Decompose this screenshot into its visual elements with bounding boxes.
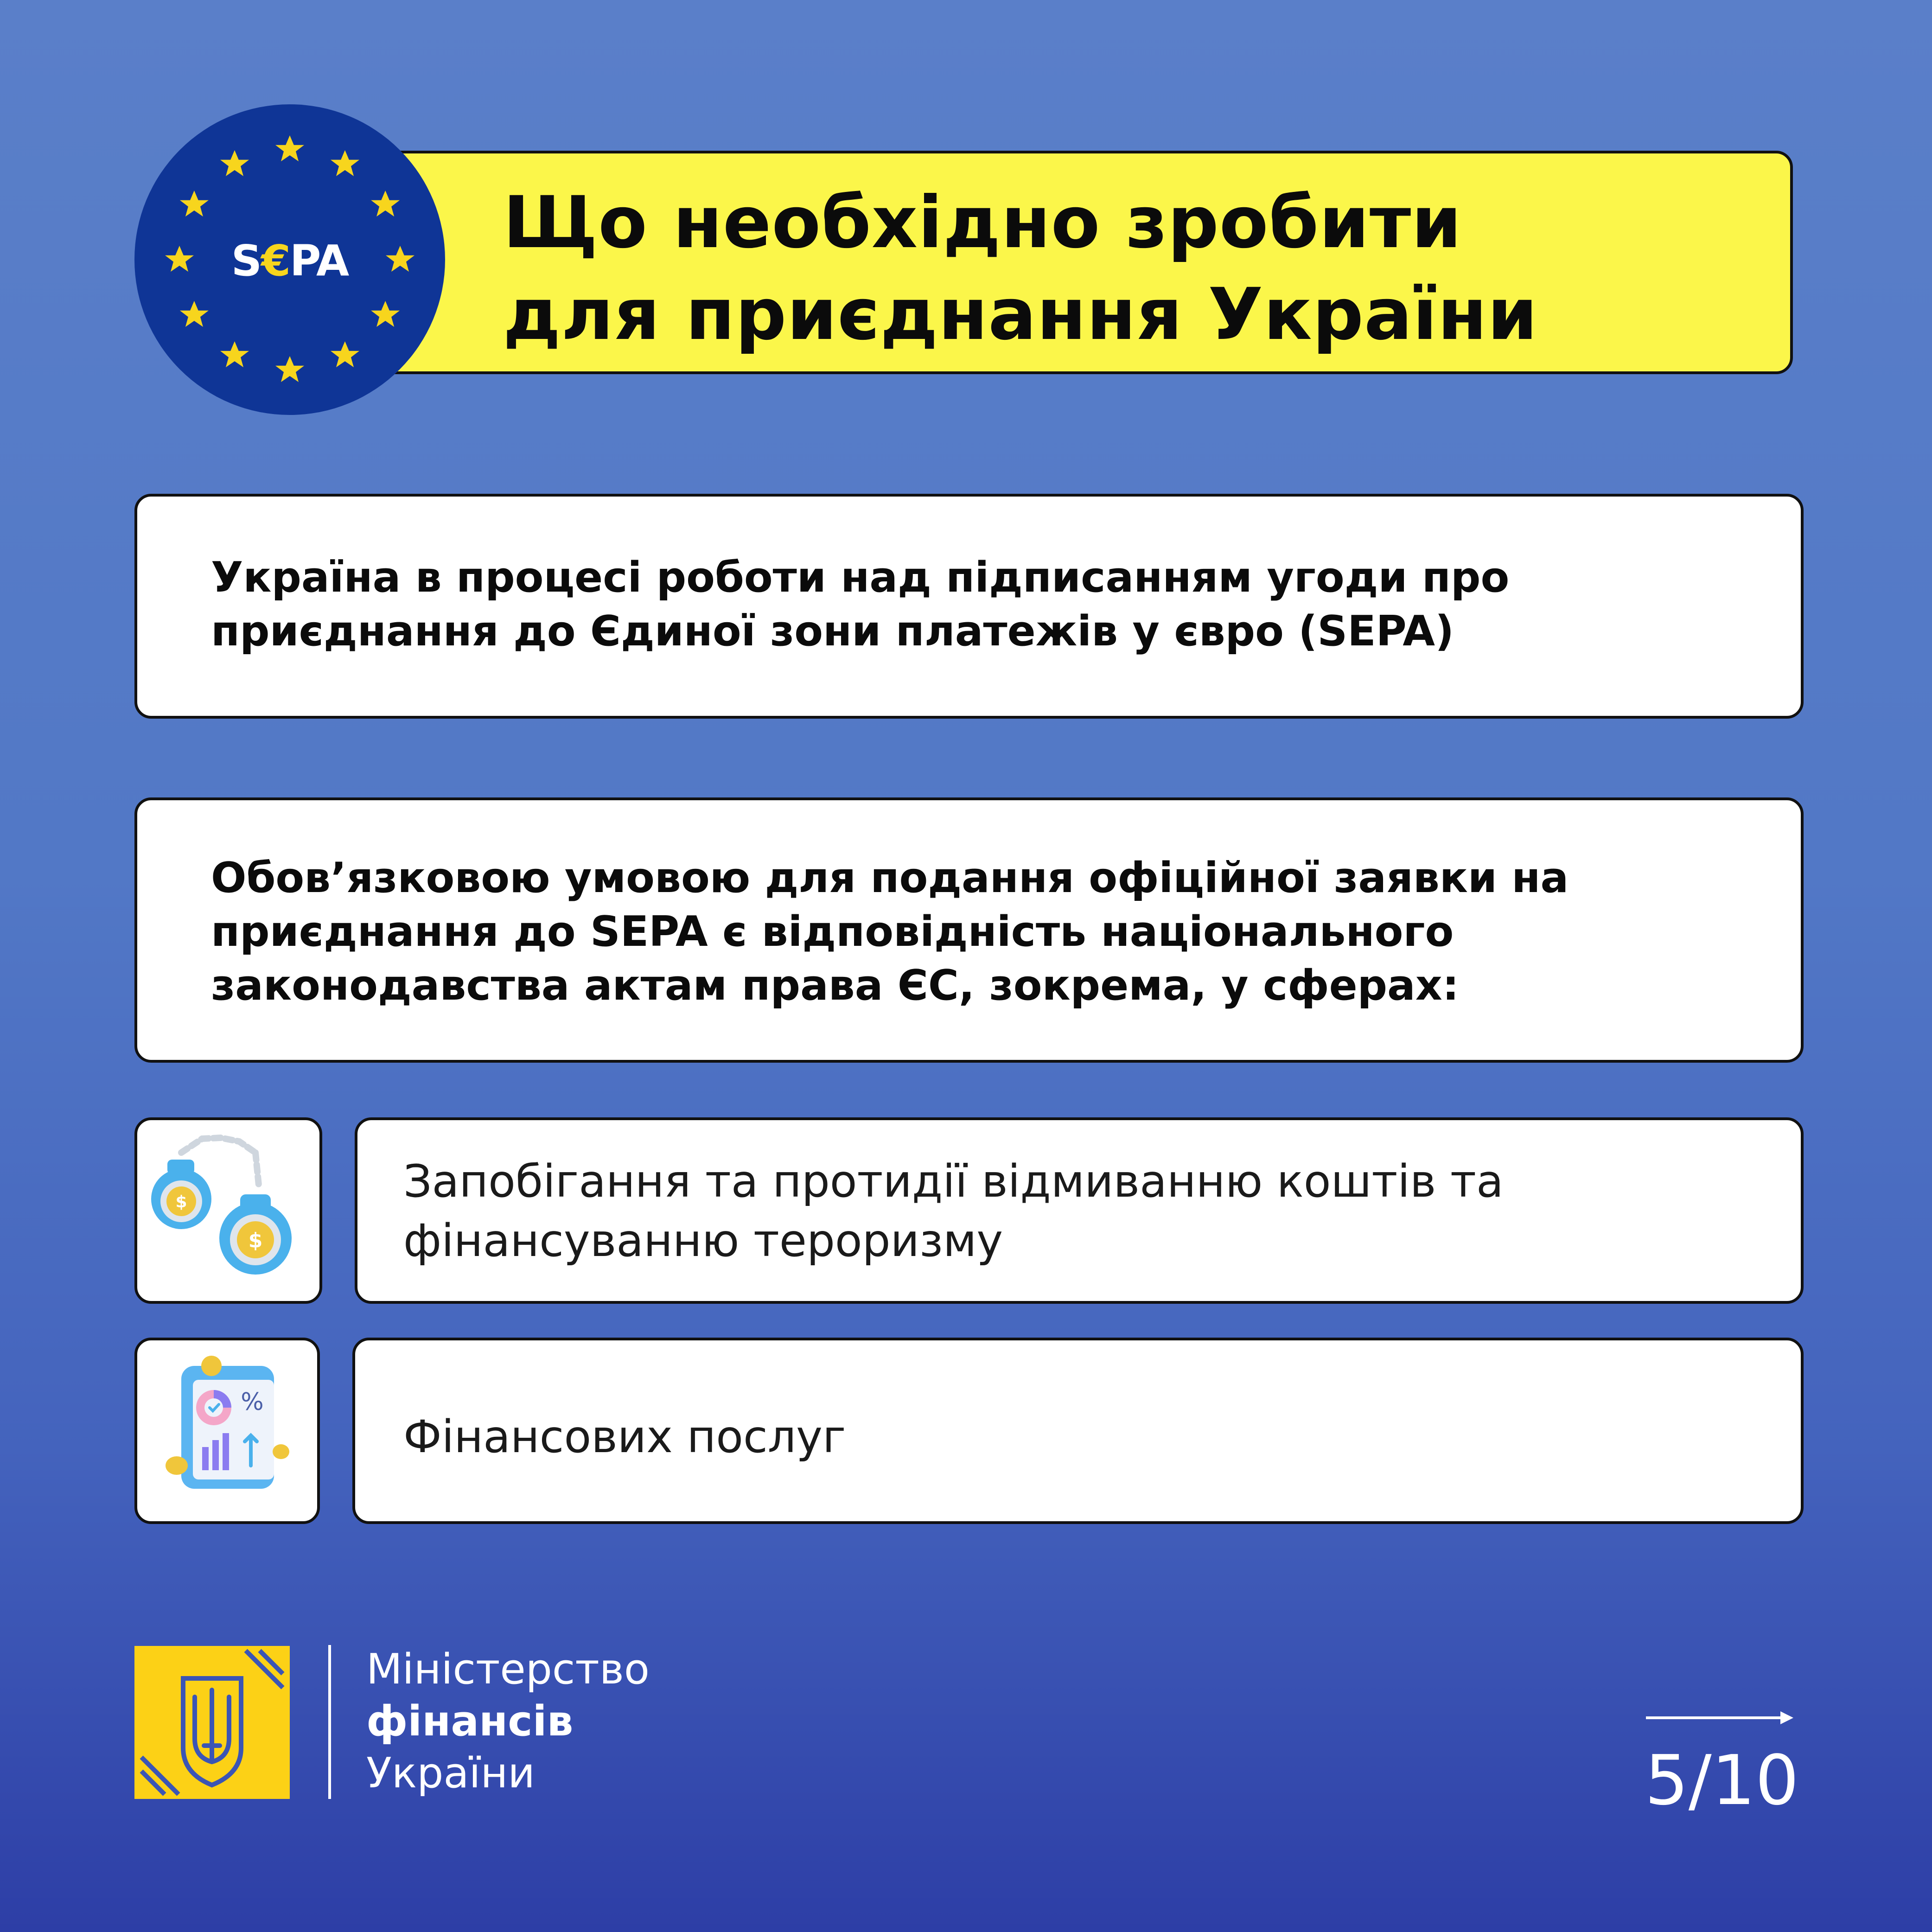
page-counter: 5/10 bbox=[1645, 1741, 1799, 1820]
trident-emblem-icon bbox=[134, 1646, 290, 1799]
info-card-1-text: Україна в процесі роботи над підписанням угоди про приєднання до Єдиної зони платежів у євро (SEPA) bbox=[211, 553, 1510, 656]
next-arrow-icon[interactable] bbox=[1646, 1709, 1794, 1727]
ministry-name bbox=[366, 1644, 650, 1799]
footer-divider bbox=[328, 1645, 331, 1799]
icon-tile-finance bbox=[134, 1338, 320, 1524]
handcuffs-money-icon bbox=[137, 1120, 319, 1301]
ministry-emblem bbox=[134, 1646, 290, 1799]
page-title: Що необхідно зробити для приєднання України bbox=[503, 181, 1538, 356]
svg-text:$: $ bbox=[248, 1229, 263, 1252]
info-card-2-text: Обов’язковою умовою для подання офіційної заявки на приєднання до SEPA є відповідність національного законодавства актам права ЄС, зокрема, у сферах: bbox=[211, 854, 1569, 1010]
sepa-logo-text: S€PA bbox=[231, 236, 349, 286]
item-2-text: Фінансових послуг bbox=[403, 1411, 846, 1463]
sepa-logo bbox=[134, 104, 445, 415]
svg-text:$: $ bbox=[175, 1192, 187, 1211]
ministry-line-1: Міністерство bbox=[366, 1645, 650, 1694]
svg-text:%: % bbox=[241, 1388, 264, 1416]
icon-tile-handcuffs bbox=[134, 1117, 322, 1304]
financial-services-icon bbox=[137, 1340, 317, 1521]
ministry-line-2: фінансів bbox=[366, 1697, 574, 1746]
ministry-line-3: України bbox=[366, 1749, 535, 1798]
item-1-text: Запобігання та протидії відмиванню коштів та фінансуванню тероризму bbox=[403, 1155, 1504, 1267]
